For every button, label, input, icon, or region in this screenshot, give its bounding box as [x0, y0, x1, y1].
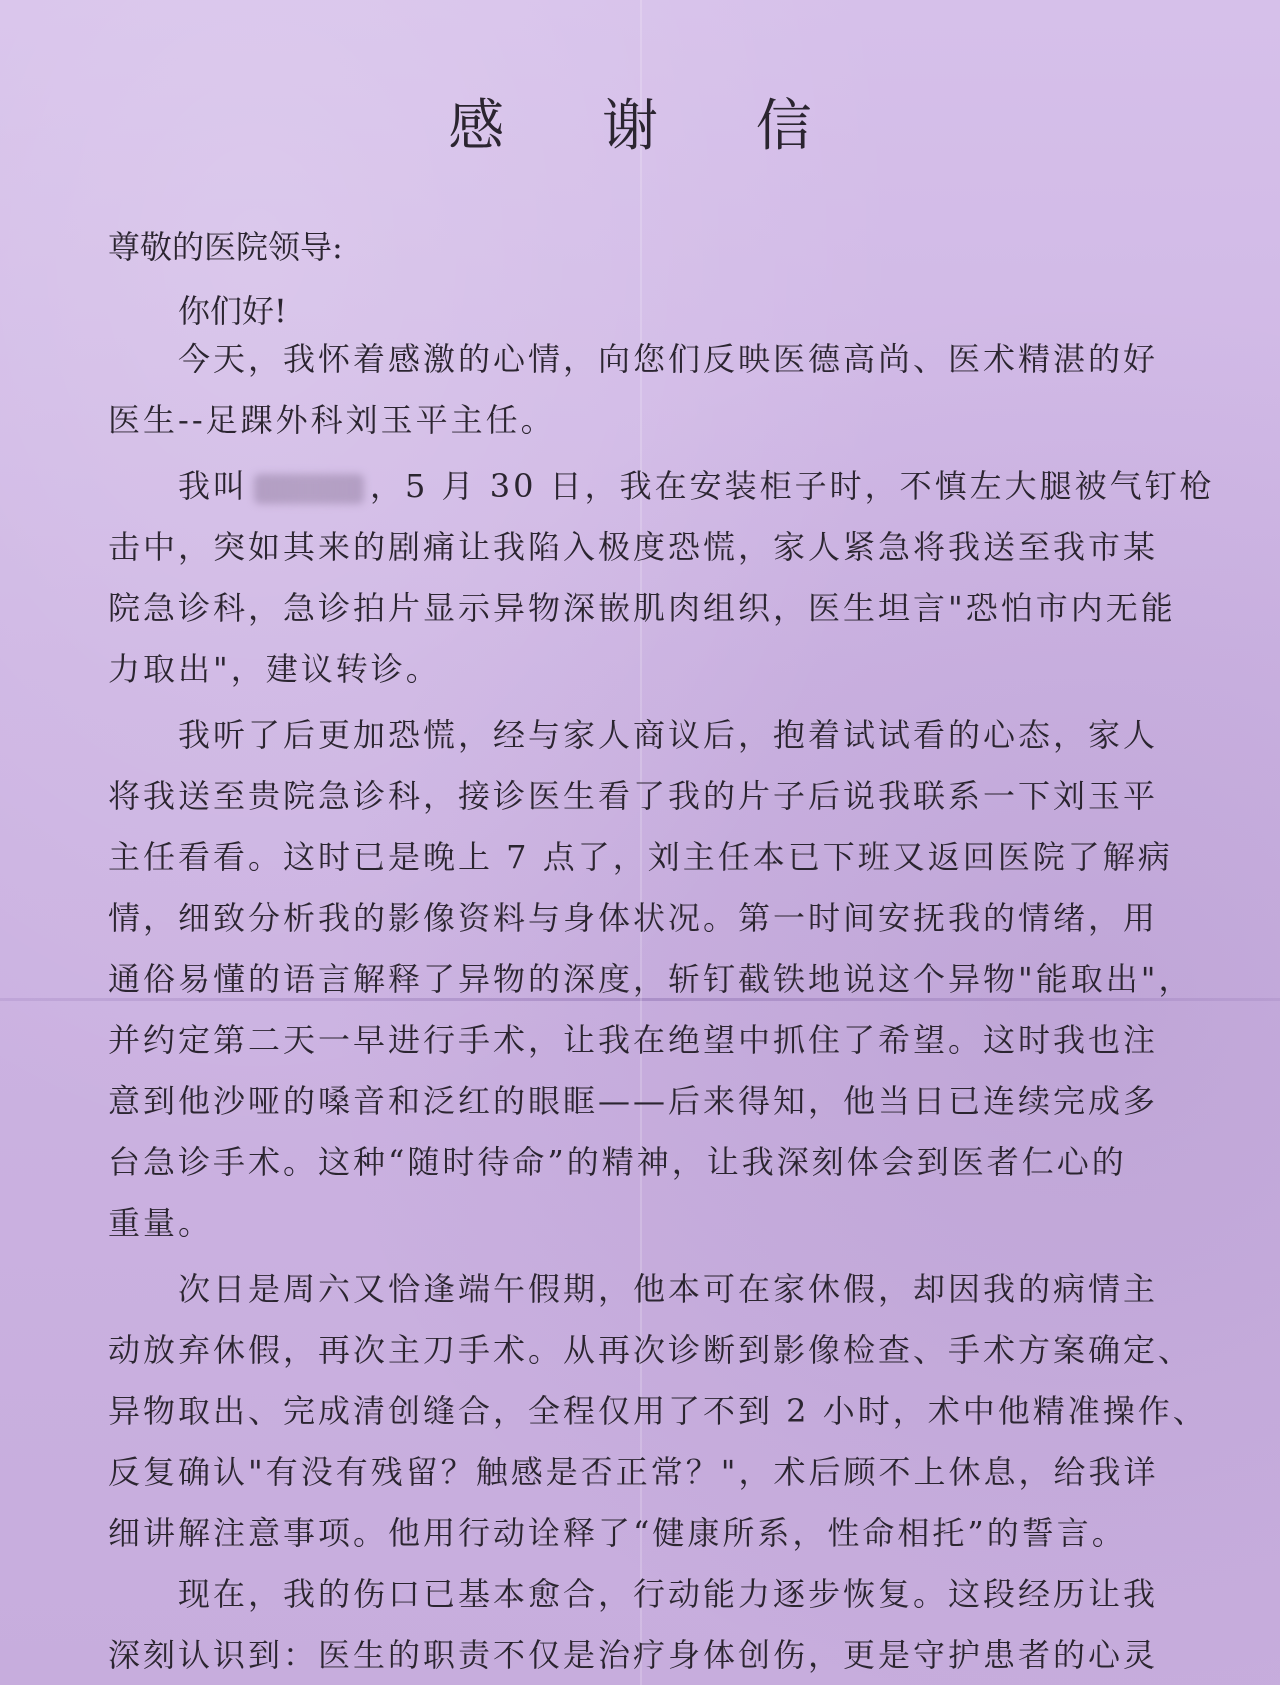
paragraph-2-line: 击中，突如其来的剧痛让我陷入极度恐慌，家人紧急将我送至我市某 — [108, 528, 1159, 566]
paragraph-5-line: 深刻认识到：医生的职责不仅是治疗身体创伤，更是守护患者的心灵 — [108, 1636, 1159, 1674]
paragraph-2-first-line — [108, 456, 1215, 517]
paragraph-4-line: 异物取出、完成清创缝合，全程仅用了不到 2 小时，术中他精准操作、 — [108, 1392, 1208, 1430]
paragraph-1-line: 今天，我怀着感激的心情，向您们反映医德高尚、医术精湛的好 — [178, 340, 1159, 378]
paragraph-4-line: 动放弃休假，再次主刀手术。从再次诊断到影像检查、手术方案确定、 — [108, 1331, 1194, 1369]
paragraph-3-line: 主任看看。这时已是晚上 7 点了，刘主任本已下班又返回医院了解病 — [108, 838, 1173, 876]
paragraph-2-line: 力取出"，建议转诊。 — [108, 650, 441, 688]
paragraph-2-line-rest: ，5 月 30 日，我在安装柜子时，不慎左大腿被气钉枪 — [370, 467, 1215, 505]
letter-title: 感 谢 信 — [448, 94, 852, 159]
name-intro: 我叫 — [178, 467, 249, 505]
redacted-name-blur — [254, 474, 364, 504]
salutation: 尊敬的医院领导: — [108, 228, 343, 266]
paragraph-1-line: 医生--足踝外科刘玉平主任。 — [108, 401, 556, 439]
paragraph-2-line: 院急诊科，急诊拍片显示异物深嵌肌肉组织，医生坦言"恐怕市内无能 — [108, 589, 1176, 627]
paragraph-3-line: 台急诊手术。这种“随时待命”的精神，让我深刻体会到医者仁心的 — [108, 1143, 1127, 1181]
paragraph-4-line: 次日是周六又恰逢端午假期，他本可在家休假，却因我的病情主 — [178, 1270, 1159, 1308]
paragraph-3-line: 意到他沙哑的嗓音和泛红的眼眶——后来得知，他当日已连续完成多 — [108, 1082, 1159, 1120]
paragraph-3-line: 情，细致分析我的影像资料与身体状况。第一时间安抚我的情绪，用 — [108, 899, 1159, 937]
paragraph-3-line: 我听了后更加恐慌，经与家人商议后，抱着试试看的心态，家人 — [178, 716, 1159, 754]
greeting: 你们好! — [178, 292, 287, 330]
paragraph-5-line: 现在，我的伤口已基本愈合，行动能力逐步恢复。这段经历让我 — [178, 1575, 1159, 1613]
paragraph-3-line: 通俗易懂的语言解释了异物的深度，斩钉截铁地说这个异物"能取出"， — [108, 960, 1194, 998]
paragraph-4-line: 细讲解注意事项。他用行动诠释了“健康所系，性命相托”的誓言。 — [108, 1514, 1127, 1552]
letter-body — [108, 329, 1215, 1685]
paragraph-3-line: 重量。 — [108, 1204, 214, 1242]
paragraph-3-line: 并约定第二天一早进行手术，让我在绝望中抓住了希望。这时我也注 — [108, 1021, 1159, 1059]
paragraph-4-line: 反复确认"有没有残留？触感是否正常？"，术后顾不上休息，给我详 — [108, 1453, 1159, 1491]
paragraph-3-line: 将我送至贵院急诊科，接诊医生看了我的片子后说我联系一下刘玉平 — [108, 777, 1159, 815]
